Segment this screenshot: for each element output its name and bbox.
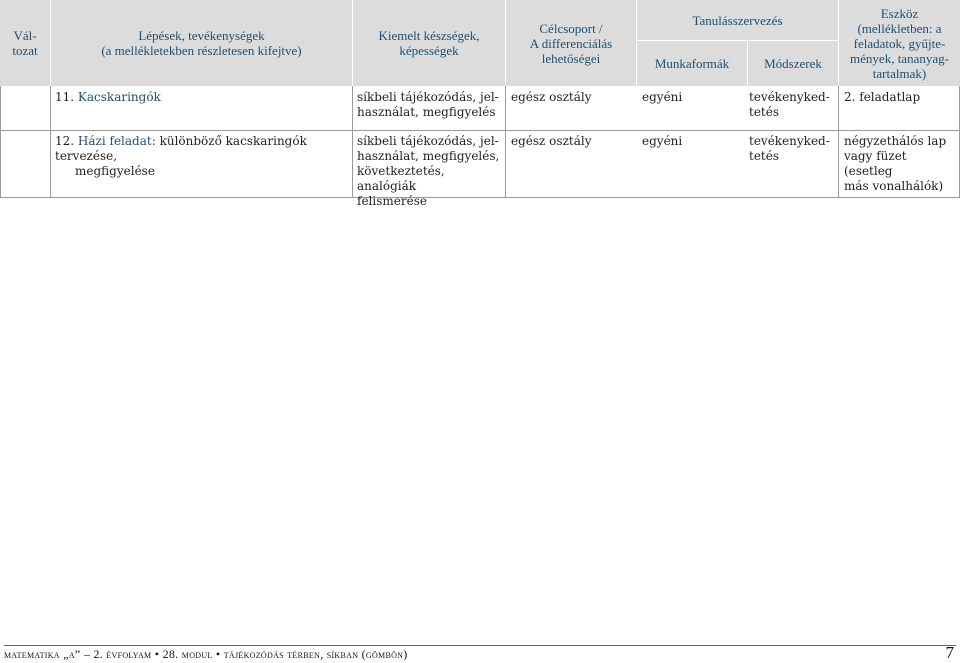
row-11-method-line2: tetés [749, 105, 780, 119]
row-12-skills-line4: felismerése [357, 194, 427, 208]
row-12-workform [637, 132, 747, 151]
row-12-tool-line2: vagy füzet (esetleg [844, 149, 907, 178]
row-12-skills-line1: síkbeli tájékozódás, jel- [357, 134, 499, 148]
header-kiemelt [353, 0, 505, 86]
header-kiemelt-line2: képességek [399, 43, 459, 58]
row-11-method-line1: tevékenyked- [749, 90, 830, 104]
row-12-title: Házi feladat: [77, 134, 156, 148]
header-kiemelt-line1: Kiemelt készségek, [378, 28, 480, 43]
header-eszkoz-line4: mények, tananyag- [850, 50, 949, 66]
header-lepesek-line1: Lépések, tevékenységek [138, 28, 265, 43]
header-eszkoz-line2: (mellékletben: a [857, 20, 942, 36]
header-eszkoz-line3: feladatok, gyűjte- [853, 35, 946, 51]
row-11-skills-line1: síkbeli tájékozódás, jel- [357, 90, 499, 104]
header-lepesek-line2: (a mellékletekben részletesen kifejtve) [101, 43, 302, 58]
header-valtozat-line1: Vál- [13, 28, 37, 43]
row-12-method [744, 132, 838, 166]
row-12-tool-line1: négyzethálós lap [844, 134, 947, 148]
row-11-workform [637, 88, 747, 107]
row-12-target-value: egész osztály [511, 134, 592, 148]
header-celcsoport-line3: lehetőségei [541, 50, 601, 66]
row-12-title-line2: megfigyelése [75, 164, 155, 178]
row-11-step [50, 88, 352, 107]
header-modszerek-label: Módszerek [764, 56, 822, 71]
row-12-method-line2: tetés [749, 149, 780, 163]
row-11-target-value: egész osztály [511, 90, 592, 104]
header-munkaformak-label: Munkaformák [654, 56, 730, 71]
row-12-skills [352, 132, 505, 211]
header-eszkoz-line5: tartalmak) [872, 65, 927, 81]
row-11-title: Kacskaringók [77, 90, 161, 104]
row-11-tool [839, 88, 960, 107]
footer-running-title: matematika „a” – 2. évfolyam • 28. modul • tájékozódás térben, síkban (gömbön) [4, 647, 408, 661]
row-12-workform-value: egyéni [642, 134, 683, 148]
row-12-step [50, 132, 352, 181]
row-11-number: 11. [55, 90, 75, 104]
row-11-skills-line2: használat, megfigyelés [357, 105, 496, 119]
row-12-skills-line2: használat, megfigyelés, [357, 149, 500, 163]
row-12-method-line1: tevékenyked- [749, 134, 830, 148]
row-12-tool-line3: más vonalhálók) [844, 179, 944, 193]
header-eszkoz-line1: Eszköz [880, 5, 919, 21]
header-valtozat-line2: tozat [12, 43, 38, 58]
header-tanulasszervezes [637, 0, 838, 40]
row-11-method [744, 88, 838, 122]
header-celcsoport-line1: Célcsoport / [539, 20, 603, 36]
row-11-tool-line1: 2. feladatlap [844, 90, 921, 104]
header-lepesek [51, 0, 352, 86]
page-number: 7 [945, 643, 954, 662]
row-11-skills [352, 88, 505, 122]
page-footer [4, 645, 956, 662]
header-modszerek [748, 41, 838, 86]
row-12-title-rest: különböző kacskaringók tervezése, [55, 134, 307, 163]
header-munkaformak [637, 41, 747, 86]
row-12-skills-line3: következtetés, analógiák [357, 164, 445, 193]
header-celcsoport [506, 0, 636, 86]
row-12-tool [839, 132, 960, 196]
col-divider [0, 86, 1, 198]
row-divider [0, 130, 960, 131]
header-celcsoport-line2: A differenciálás [529, 35, 613, 51]
header-valtozat [0, 0, 50, 86]
row-12-target [506, 132, 636, 151]
row-11-target [506, 88, 636, 107]
row-12-number: 12. [55, 134, 75, 148]
row-11-workform-value: egyéni [642, 90, 683, 104]
header-eszkoz [839, 0, 960, 86]
header-tanulasszervezes-label: Tanulásszervezés [692, 12, 783, 28]
